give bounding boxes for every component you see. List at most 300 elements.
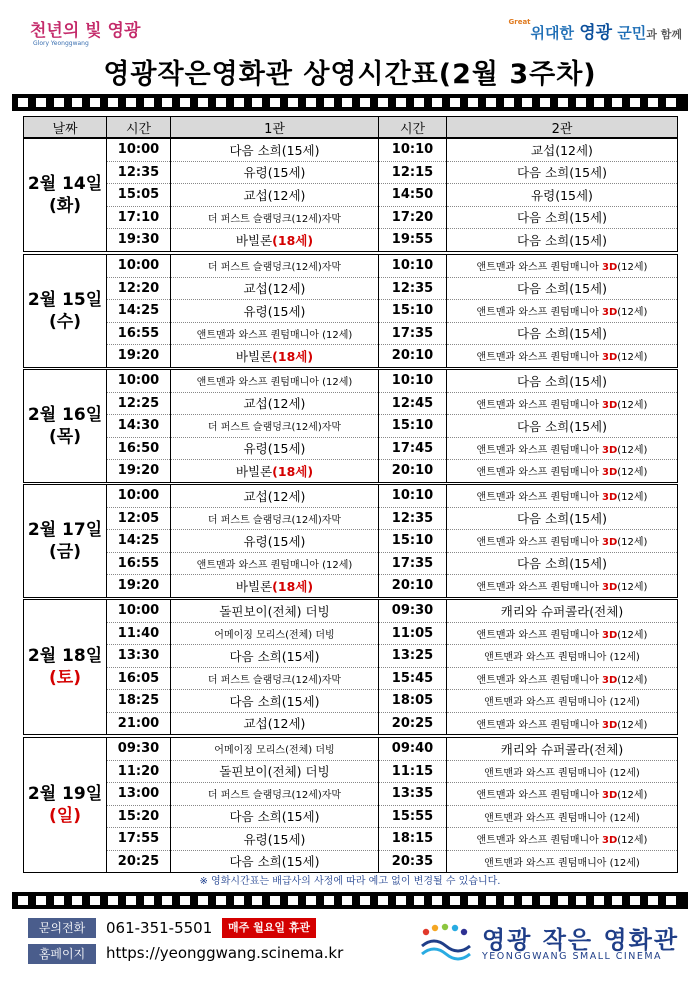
header-hall-2: 2관	[447, 117, 678, 138]
hall1-movie	[171, 485, 379, 508]
hall2-3d-label: 3D	[602, 467, 618, 479]
table-row	[24, 507, 678, 530]
cinema-brand-logo	[418, 918, 679, 968]
hall2-time: 15:10	[379, 300, 447, 323]
hall1-time: 19:30	[107, 229, 171, 252]
table-row	[24, 485, 678, 508]
date-cell	[24, 485, 107, 598]
hall1-movie	[171, 507, 379, 530]
hall2-movie	[447, 392, 678, 415]
hall2-time: 15:10	[379, 415, 447, 438]
hall2-time: 15:55	[379, 805, 447, 828]
table-row	[24, 184, 678, 207]
hall1-movie	[171, 206, 379, 229]
weekday-text: (화)	[49, 195, 81, 216]
hall1-movie	[171, 828, 379, 851]
hall2-movie-title: 앤트맨과 와스프 퀀텀매니아 (12세)	[484, 697, 640, 709]
table-row	[24, 277, 678, 300]
hall1-movie	[171, 184, 379, 207]
hall1-movie	[171, 229, 379, 252]
table-row	[24, 345, 678, 368]
hall2-movie-title: 다음 소희(15세)	[516, 556, 607, 572]
hall1-time: 17:10	[107, 206, 171, 229]
hall1-rating-red: (18세)	[272, 578, 314, 594]
hall2-time: 17:35	[379, 552, 447, 575]
hall2-3d-label: 3D	[602, 537, 618, 549]
hall1-movie-title: 바빌론	[235, 463, 273, 479]
hall1-movie-title: 교섭(12세)	[243, 187, 306, 203]
hall1-movie-title: 더 퍼스트 슬램덩크(12세)자막	[207, 213, 342, 225]
hall2-movie	[447, 206, 678, 229]
hall2-time: 10:10	[379, 255, 447, 278]
hall2-movie	[447, 530, 678, 553]
hall2-time: 13:35	[379, 783, 447, 806]
hall1-movie	[171, 805, 379, 828]
hall2-movie-title: 앤트맨과 와스프 퀀텀매니아	[476, 719, 602, 731]
hall1-time: 10:00	[107, 600, 171, 623]
hall2-movie-title: 다음 소희(15세)	[516, 232, 607, 248]
hall1-movie	[171, 712, 379, 735]
hall2-time: 12:15	[379, 161, 447, 184]
hall1-movie-title: 더 퍼스트 슬램덩크(12세)자막	[207, 790, 342, 802]
table-row	[24, 783, 678, 806]
cinema-logo-icon	[418, 922, 476, 962]
hall1-movie-title: 더 퍼스트 슬램덩크(12세)자막	[207, 422, 342, 434]
hall1-movie	[171, 738, 379, 761]
header-hall-1: 1관	[171, 117, 379, 138]
hall2-time: 09:40	[379, 738, 447, 761]
hall1-time: 10:00	[107, 255, 171, 278]
hall1-rating-red: (18세)	[272, 232, 314, 248]
day-block	[23, 599, 678, 735]
date-cell	[24, 600, 107, 735]
hall2-time: 17:20	[379, 206, 447, 229]
logo-left-text: 천년의 빛 영광	[30, 21, 141, 41]
hall1-time: 12:35	[107, 161, 171, 184]
schedule-notice: ※ 영화시간표는 배급사의 사정에 따라 예고 없이 변경될 수 있습니다.	[199, 876, 501, 887]
brand-korean: 영광 작은 영화관	[482, 926, 679, 954]
hall2-time: 13:25	[379, 645, 447, 668]
hall1-movie-title: 앤트맨과 와스프 퀀텀매니아 (12세)	[196, 559, 353, 571]
weekday-text: (목)	[49, 426, 81, 447]
hall1-movie	[171, 437, 379, 460]
date-text: 2월 14일	[27, 173, 103, 194]
date-cell	[24, 370, 107, 483]
slogan-part-c: 군민	[612, 24, 647, 42]
hall2-rating: (12세)	[617, 719, 648, 731]
hall2-movie-title: 캐리와 슈퍼콜라(전체)	[500, 603, 624, 619]
date-text: 2월 19일	[27, 784, 103, 804]
logo-left-subtext: Glory Yeonggwang	[33, 40, 89, 47]
hall1-time: 12:25	[107, 392, 171, 415]
hall2-movie-title: 교섭(12세)	[531, 142, 593, 158]
table-row	[24, 370, 678, 393]
homepage-link[interactable]: https://yeonggwang.scinema.kr	[106, 944, 344, 962]
table-row	[24, 229, 678, 252]
yeonggwang-county-logo	[30, 21, 141, 52]
hall1-time: 10:00	[107, 370, 171, 393]
table-row	[24, 575, 678, 598]
hall2-movie-title: 다음 소희(15세)	[516, 373, 607, 389]
hall1-movie	[171, 370, 379, 393]
day-block	[23, 138, 678, 252]
hall2-time: 19:55	[379, 229, 447, 252]
hall2-movie-title: 앤트맨과 와스프 퀀텀매니아	[476, 307, 602, 319]
table-row	[24, 738, 678, 761]
hall2-3d-label: 3D	[602, 674, 618, 686]
hall2-3d-label: 3D	[602, 307, 618, 319]
phone-number[interactable]: 061-351-5501	[106, 919, 213, 937]
hall2-movie-title: 다음 소희(15세)	[516, 165, 607, 181]
hall2-time: 10:10	[379, 485, 447, 508]
schedule-header	[23, 116, 678, 138]
hall1-time: 16:55	[107, 322, 171, 345]
hall1-movie-title: 앤트맨과 와스프 퀀텀매니아 (12세)	[196, 329, 353, 341]
day-block	[23, 737, 678, 873]
hall1-movie-title: 유령(15세)	[243, 533, 306, 549]
hall2-time: 10:10	[379, 370, 447, 393]
hall2-time: 20:10	[379, 460, 447, 483]
hall2-rating: (12세)	[617, 492, 648, 504]
day-block	[23, 254, 678, 368]
hall2-time: 12:45	[379, 392, 447, 415]
homepage-label: 홈페이지	[28, 944, 96, 964]
hall1-movie	[171, 161, 379, 184]
hall2-rating: (12세)	[617, 835, 648, 847]
hall2-rating: (12세)	[617, 674, 648, 686]
hall2-rating: (12세)	[617, 467, 648, 479]
weekday-text: (토)	[49, 668, 81, 688]
hall2-movie-title: 앤트맨과 와스프 퀀텀매니아 (12세)	[484, 812, 640, 824]
hall1-time: 09:30	[107, 738, 171, 761]
table-row	[24, 161, 678, 184]
table-row	[24, 667, 678, 690]
hall2-time: 20:35	[379, 850, 447, 873]
table-row	[24, 530, 678, 553]
hall1-movie	[171, 690, 379, 713]
hall1-movie-title: 바빌론	[235, 348, 273, 364]
hall2-movie	[447, 760, 678, 783]
table-row	[24, 712, 678, 735]
hall1-movie	[171, 530, 379, 553]
slogan-logo	[509, 18, 683, 43]
hall2-movie-title: 앤트맨과 와스프 퀀텀매니아 (12세)	[484, 652, 640, 664]
hall1-movie	[171, 645, 379, 668]
hall1-time: 19:20	[107, 460, 171, 483]
hall1-movie-title: 유령(15세)	[243, 165, 306, 181]
hall1-movie-title: 유령(15세)	[243, 831, 306, 847]
hall1-movie-title: 어메이징 모리스(전체) 더빙	[214, 629, 335, 641]
table-row	[24, 645, 678, 668]
hall2-time: 15:10	[379, 530, 447, 553]
hall1-rating-red: (18세)	[272, 463, 314, 479]
film-strip-bottom	[12, 892, 688, 909]
header-time-1: 시간	[107, 117, 171, 138]
hall2-movie-title: 다음 소희(15세)	[516, 210, 607, 226]
hall1-movie	[171, 300, 379, 323]
hall2-rating: (12세)	[617, 444, 648, 456]
hall2-movie-title: 다음 소희(15세)	[516, 418, 607, 434]
hall1-movie-title: 교섭(12세)	[243, 396, 306, 412]
hall1-movie-title: 더 퍼스트 슬램덩크(12세)자막	[207, 262, 342, 274]
slogan-part-b: 영광	[579, 23, 613, 43]
hall1-movie-title: 더 퍼스트 슬램덩크(12세)자막	[207, 514, 342, 526]
table-row	[24, 600, 678, 623]
table-row	[24, 300, 678, 323]
hall2-movie-title: 앤트맨과 와스프 퀀텀매니아	[476, 262, 602, 274]
hall1-time: 11:20	[107, 760, 171, 783]
hall2-movie	[447, 370, 678, 393]
table-row	[24, 828, 678, 851]
hall2-movie	[447, 277, 678, 300]
hall2-movie	[447, 783, 678, 806]
brand-english: YEONGGWANG SMALL CINEMA	[482, 951, 663, 962]
header-time-2: 시간	[379, 117, 447, 138]
hall2-rating: (12세)	[617, 629, 648, 641]
hall2-movie	[447, 345, 678, 368]
hall1-time: 10:00	[107, 485, 171, 508]
slogan-great: Great	[508, 18, 531, 26]
weekday-text: (수)	[49, 311, 81, 332]
hall1-movie-title: 교섭(12세)	[243, 488, 306, 504]
date-text: 2월 18일	[27, 646, 103, 666]
hall2-movie	[447, 712, 678, 735]
hall1-time: 16:55	[107, 552, 171, 575]
hall2-movie-title: 앤트맨과 와스프 퀀텀매니아	[476, 537, 602, 549]
hall1-movie-title: 다음 소희(15세)	[229, 648, 320, 664]
hall1-time: 10:00	[107, 139, 171, 162]
hall2-rating: (12세)	[617, 582, 648, 594]
hall1-time: 21:00	[107, 712, 171, 735]
hall2-movie-title: 앤트맨과 와스프 퀀텀매니아	[476, 629, 602, 641]
hall1-rating-red: (18세)	[272, 348, 314, 364]
hall2-movie-title: 앤트맨과 와스프 퀀텀매니아	[476, 352, 602, 364]
hall2-movie	[447, 667, 678, 690]
hall1-movie-title: 돌핀보이(전체) 더빙	[219, 764, 330, 780]
table-row	[24, 437, 678, 460]
hall1-movie	[171, 255, 379, 278]
table-row	[24, 206, 678, 229]
hall2-movie	[447, 255, 678, 278]
date-cell	[24, 738, 107, 873]
hall2-3d-label: 3D	[602, 629, 618, 641]
hall1-movie	[171, 667, 379, 690]
hall2-movie	[447, 690, 678, 713]
hall1-movie-title: 앤트맨과 와스프 퀀텀매니아 (12세)	[196, 377, 353, 389]
hall2-time: 15:45	[379, 667, 447, 690]
hall2-movie-title: 다음 소희(15세)	[516, 281, 607, 297]
hall1-movie-title: 바빌론	[235, 232, 273, 248]
hall2-3d-label: 3D	[602, 835, 618, 847]
phone-label: 문의전화	[28, 918, 96, 938]
hall2-movie	[447, 552, 678, 575]
hall1-time: 19:20	[107, 575, 171, 598]
hall1-movie-title: 바빌론	[235, 578, 273, 594]
hall2-movie	[447, 828, 678, 851]
hall1-movie	[171, 850, 379, 873]
header-date: 날짜	[24, 117, 107, 138]
hall2-time: 09:30	[379, 600, 447, 623]
hall1-movie-title: 더 퍼스트 슬램덩크(12세)자막	[207, 674, 342, 686]
day-block	[23, 369, 678, 483]
hall2-rating: (12세)	[617, 262, 648, 274]
hall2-3d-label: 3D	[602, 582, 618, 594]
hall1-movie-title: 다음 소희(15세)	[229, 854, 320, 870]
hall2-movie	[447, 507, 678, 530]
hall2-3d-label: 3D	[602, 790, 618, 802]
hall1-movie-title: 유령(15세)	[243, 441, 306, 457]
hall2-rating: (12세)	[617, 352, 648, 364]
hall1-movie	[171, 277, 379, 300]
hall1-movie-title: 어메이징 모리스(전체) 더빙	[214, 745, 335, 757]
hall2-movie-title: 앤트맨과 와스프 퀀텀매니아	[476, 492, 602, 504]
hall2-time: 11:05	[379, 622, 447, 645]
hall2-movie	[447, 645, 678, 668]
hall2-movie	[447, 485, 678, 508]
hall1-movie	[171, 345, 379, 368]
hall1-time: 12:05	[107, 507, 171, 530]
hall1-time: 15:20	[107, 805, 171, 828]
hall2-time: 18:05	[379, 690, 447, 713]
hall2-movie-title: 앤트맨과 와스프 퀀텀매니아	[476, 790, 602, 802]
table-row	[24, 460, 678, 483]
hall2-rating: (12세)	[617, 307, 648, 319]
hall2-time: 18:15	[379, 828, 447, 851]
hall2-movie	[447, 229, 678, 252]
hall2-rating: (12세)	[617, 790, 648, 802]
hall2-time: 10:10	[379, 139, 447, 162]
hall2-movie	[447, 600, 678, 623]
hall1-movie-title: 유령(15세)	[243, 303, 306, 319]
hall2-movie-title: 앤트맨과 와스프 퀀텀매니아 (12세)	[484, 857, 640, 869]
hall2-3d-label: 3D	[602, 352, 618, 364]
hall2-movie-title: 앤트맨과 와스프 퀀텀매니아	[476, 835, 602, 847]
hall2-movie-title: 앤트맨과 와스프 퀀텀매니아	[476, 399, 602, 411]
hall1-time: 11:40	[107, 622, 171, 645]
slogan-part-a: 위대한	[530, 24, 580, 42]
hall1-time: 13:00	[107, 783, 171, 806]
hall2-movie	[447, 300, 678, 323]
hall2-movie	[447, 184, 678, 207]
date-cell	[24, 255, 107, 368]
hall1-movie-title: 다음 소희(15세)	[229, 693, 320, 709]
hall2-movie	[447, 738, 678, 761]
hall2-movie-title: 다음 소희(15세)	[516, 326, 607, 342]
hall2-3d-label: 3D	[602, 262, 618, 274]
date-cell	[24, 139, 107, 252]
hall2-movie	[447, 850, 678, 873]
hall1-movie	[171, 622, 379, 645]
hall1-time: 15:05	[107, 184, 171, 207]
hall2-movie-title: 유령(15세)	[531, 187, 593, 203]
hall1-time: 13:30	[107, 645, 171, 668]
hall2-time: 17:35	[379, 322, 447, 345]
hall2-rating: (12세)	[617, 399, 648, 411]
hall1-time: 14:25	[107, 300, 171, 323]
hall1-movie	[171, 460, 379, 483]
hall2-movie-title: 앤트맨과 와스프 퀀텀매니아 (12세)	[484, 767, 640, 779]
hall1-movie	[171, 783, 379, 806]
hall1-time: 20:25	[107, 850, 171, 873]
hall1-movie-title: 다음 소희(15세)	[229, 142, 320, 158]
closed-day-badge: 매주 월요일 휴관	[222, 918, 316, 938]
hall2-movie-title: 앤트맨과 와스프 퀀텀매니아	[476, 467, 602, 479]
hall1-movie	[171, 415, 379, 438]
hall1-time: 17:55	[107, 828, 171, 851]
hall2-3d-label: 3D	[602, 492, 618, 504]
hall2-3d-label: 3D	[602, 719, 618, 731]
hall2-movie-title: 앤트맨과 와스프 퀀텀매니아	[476, 444, 602, 456]
hall2-movie	[447, 805, 678, 828]
hall2-movie	[447, 322, 678, 345]
hall1-movie	[171, 322, 379, 345]
hall1-movie-title: 교섭(12세)	[243, 281, 306, 297]
hall2-movie	[447, 415, 678, 438]
hall1-time: 14:25	[107, 530, 171, 553]
hall2-time: 17:45	[379, 437, 447, 460]
hall2-movie-title: 캐리와 슈퍼콜라(전체)	[500, 741, 624, 757]
table-row	[24, 139, 678, 162]
table-row	[24, 392, 678, 415]
table-row	[24, 622, 678, 645]
hall1-time: 12:20	[107, 277, 171, 300]
table-row	[24, 760, 678, 783]
hall1-time: 16:05	[107, 667, 171, 690]
hall1-movie-title: 교섭(12세)	[243, 716, 306, 732]
hall1-time: 14:30	[107, 415, 171, 438]
table-row	[24, 255, 678, 278]
hall2-rating: (12세)	[617, 537, 648, 549]
hall2-movie-title: 앤트맨과 와스프 퀀텀매니아	[476, 582, 602, 594]
table-row	[24, 552, 678, 575]
date-text: 2월 16일	[27, 404, 103, 425]
hall1-movie	[171, 552, 379, 575]
hall2-movie	[447, 622, 678, 645]
hall2-movie	[447, 161, 678, 184]
hall1-movie	[171, 600, 379, 623]
hall2-time: 12:35	[379, 277, 447, 300]
hall1-time: 19:20	[107, 345, 171, 368]
hall2-3d-label: 3D	[602, 444, 618, 456]
hall2-time: 20:10	[379, 345, 447, 368]
hall2-movie-title: 앤트맨과 와스프 퀀텀매니아	[476, 674, 602, 686]
hall1-movie	[171, 575, 379, 598]
weekday-text: (금)	[49, 541, 81, 562]
hall1-time: 16:50	[107, 437, 171, 460]
table-row	[24, 850, 678, 873]
hall1-movie-title: 다음 소희(15세)	[229, 809, 320, 825]
hall1-movie	[171, 760, 379, 783]
hall2-time: 11:15	[379, 760, 447, 783]
hall2-movie	[447, 139, 678, 162]
hall1-movie	[171, 139, 379, 162]
hall2-movie-title: 다음 소희(15세)	[516, 511, 607, 527]
hall2-movie	[447, 460, 678, 483]
hall2-movie	[447, 575, 678, 598]
hall2-time: 12:35	[379, 507, 447, 530]
hall1-time: 18:25	[107, 690, 171, 713]
weekday-text: (일)	[49, 806, 81, 826]
date-text: 2월 17일	[27, 519, 103, 540]
table-row	[24, 805, 678, 828]
table-row	[24, 690, 678, 713]
page-title: 영광작은영화관 상영시간표(2월 3주차)	[103, 59, 597, 90]
hall2-movie	[447, 437, 678, 460]
hall2-3d-label: 3D	[602, 399, 618, 411]
hall1-movie-title: 돌핀보이(전체) 더빙	[219, 603, 330, 619]
table-row	[24, 322, 678, 345]
film-strip-top	[12, 94, 688, 111]
